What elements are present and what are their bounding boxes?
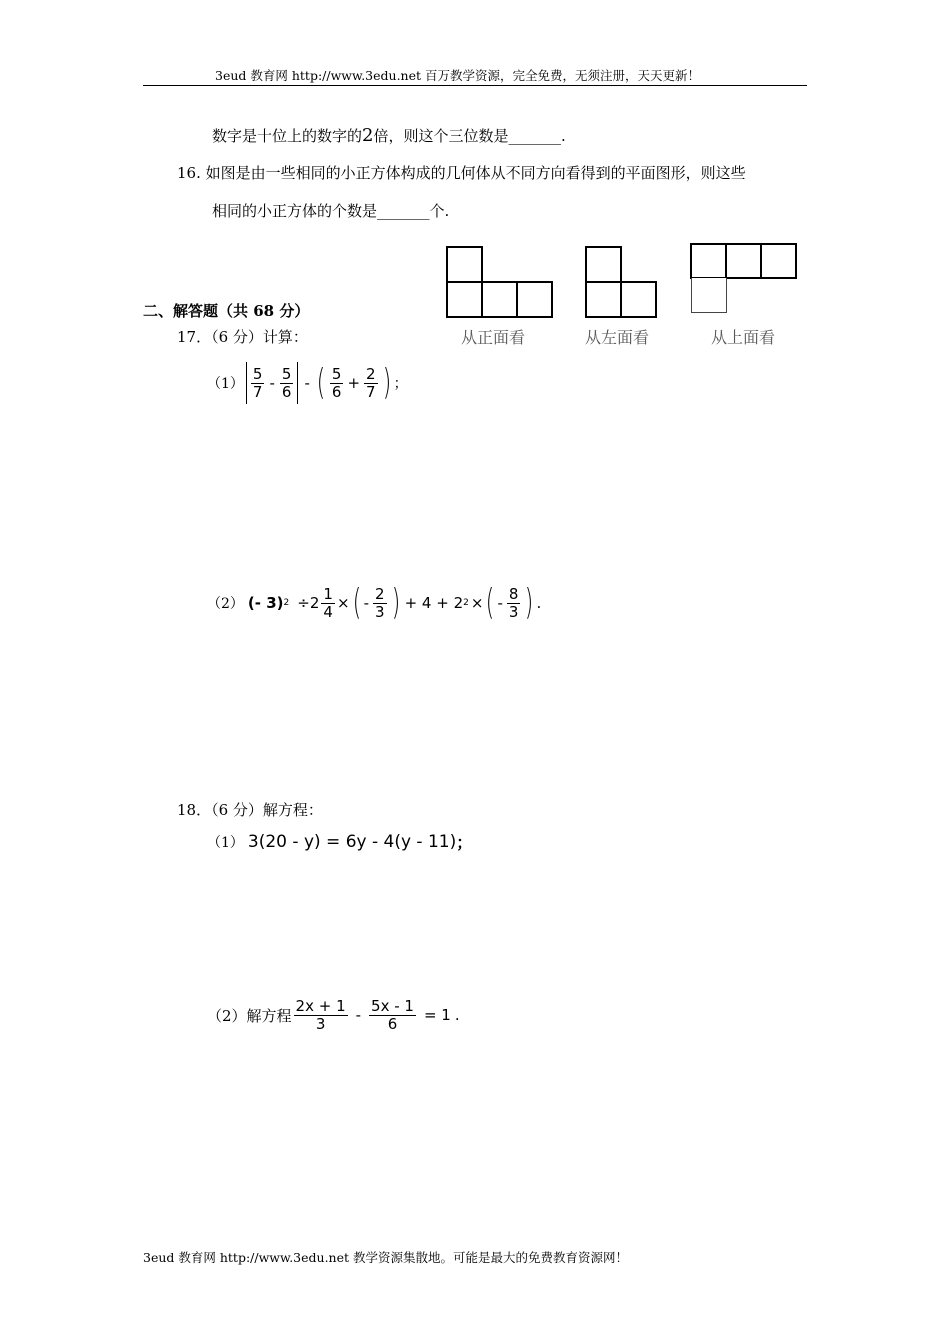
operator: × xyxy=(470,594,484,612)
denominator: 3 xyxy=(374,602,385,621)
denominator: 7 xyxy=(366,382,376,401)
operator: + xyxy=(347,374,361,392)
operator: - xyxy=(304,374,310,392)
denominator: 6 xyxy=(331,382,342,401)
denominator: 3 xyxy=(508,602,519,621)
left-view-cell xyxy=(585,281,622,318)
denominator: 3 xyxy=(315,1014,326,1033)
front-view-cell xyxy=(446,281,483,318)
numerator: 8 xyxy=(508,585,519,603)
abs-bar-right xyxy=(297,362,298,404)
page-header: 3eud 教育网 http://www.3edu.net 百万教学资源，完全免费，无须注册，天天更新！ xyxy=(215,68,700,83)
denominator: 4 xyxy=(323,602,333,621)
paren-open: ( xyxy=(352,582,361,623)
top-view-cell xyxy=(725,243,762,279)
denominator: 6 xyxy=(281,382,292,401)
fraction xyxy=(364,366,378,400)
top-view-cell xyxy=(690,243,727,279)
left-view-label: 从左面看 xyxy=(585,328,650,347)
q17-p2-label: （2） xyxy=(207,596,244,612)
exponent: 2 xyxy=(463,598,469,608)
terminator: . xyxy=(536,594,542,612)
q16-line2: 相同的小正方体的个数是_______个. xyxy=(212,202,450,220)
operator: - xyxy=(363,594,369,612)
header-rule xyxy=(143,85,807,86)
q15-text-a: 数字是十位上的数字的 xyxy=(212,127,363,145)
right-hand-side: = 1 xyxy=(423,1006,451,1024)
fraction xyxy=(280,366,294,400)
q17-p1-label: （1） xyxy=(207,376,244,392)
q17-title: 17．（6 分）计算： xyxy=(177,328,308,346)
numerator: 1 xyxy=(323,585,333,603)
top-view-cell xyxy=(760,243,797,279)
plus-term: + 4 + 2 xyxy=(404,594,464,612)
equation: 3(20 - y) = 6y - 4(y - 11) xyxy=(247,831,457,852)
operator: - xyxy=(497,594,503,612)
front-view-cell xyxy=(481,281,518,318)
fraction xyxy=(251,366,265,400)
q15-text-b: 倍，则这个三位数是_______. xyxy=(373,127,566,145)
fraction xyxy=(330,366,344,400)
operator: - xyxy=(269,374,275,392)
q18-title: 18．（6 分）解方程： xyxy=(177,801,323,819)
fraction xyxy=(294,998,348,1032)
q16-line1: 16. 如图是由一些相同的小正方体构成的几何体从不同方向看得到的平面图形，则这些 xyxy=(177,164,746,182)
q18-part2 xyxy=(207,998,460,1032)
numerator: 2 xyxy=(374,585,385,603)
fraction xyxy=(369,998,416,1032)
numerator: 5x - 1 xyxy=(371,997,414,1015)
top-view-cell xyxy=(691,278,727,313)
exponent: 2 xyxy=(283,598,290,608)
q18-p2-label: （2）解方程 xyxy=(207,1006,292,1025)
q15-continuation xyxy=(212,125,566,146)
denominator: 6 xyxy=(387,1014,398,1033)
front-view-cell xyxy=(516,281,553,318)
q18-p1-label: （1） xyxy=(207,834,244,851)
numerator: 5 xyxy=(281,365,292,383)
terminator: ； xyxy=(456,833,473,852)
left-view-cell xyxy=(620,281,657,318)
divide-term: ÷2 xyxy=(297,594,320,612)
operator: - xyxy=(355,1006,362,1024)
numerator: 5 xyxy=(331,365,342,383)
numerator: 5 xyxy=(252,365,263,383)
paren-close: ) xyxy=(382,362,391,403)
paren-open: ( xyxy=(486,582,495,623)
q15-num: 2 xyxy=(362,125,374,146)
paren-open: ( xyxy=(316,362,326,403)
denominator: 7 xyxy=(252,382,263,401)
left-view-cell xyxy=(585,246,622,283)
page-footer: 3eud 教育网 http://www.3edu.net 教学资源集散地。可能是最大的免费教育资源网！ xyxy=(143,1250,628,1265)
paren-close: ) xyxy=(525,582,534,623)
paren-close: ) xyxy=(391,582,400,623)
terminator: ； xyxy=(393,376,408,392)
front-view-label: 从正面看 xyxy=(461,328,526,347)
front-view-cell xyxy=(446,246,483,283)
base-expression: (- 3) xyxy=(247,594,284,612)
fraction xyxy=(373,586,387,620)
abs-bar-left xyxy=(246,362,247,404)
fraction xyxy=(321,586,335,620)
numerator: 2x + 1 xyxy=(295,997,346,1015)
q18-part1 xyxy=(207,830,472,853)
top-view-label: 从上面看 xyxy=(711,328,776,347)
q17-part2 xyxy=(207,582,542,623)
fraction xyxy=(507,586,521,620)
operator: × xyxy=(336,594,350,612)
terminator: . xyxy=(454,1006,460,1024)
section2-title: 二、解答题（共 68 分） xyxy=(143,302,310,320)
numerator: 2 xyxy=(366,365,376,383)
q17-part1 xyxy=(207,362,408,404)
